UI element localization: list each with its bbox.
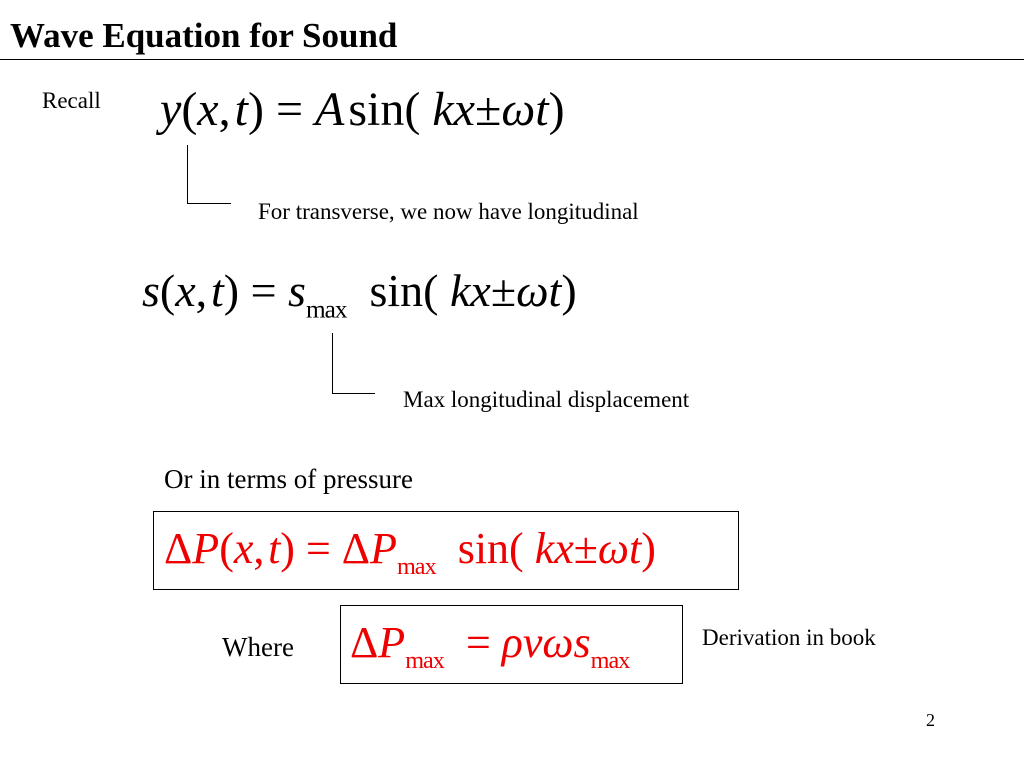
transverse-note: For transverse, we now have longitudinal — [258, 199, 639, 224]
pressure-intro: Or in terms of pressure — [164, 464, 413, 494]
recall-equation: y(x, t) = A sin( kx±ωt) — [160, 83, 565, 136]
slide-title: Wave Equation for Sound — [10, 16, 398, 55]
max-displacement-note: Max longitudinal displacement — [403, 387, 690, 412]
pressure-equation: ΔP(x, $t) = \Delta P_{max}$ sin( kx±ωt) — [164, 524, 656, 580]
recall-label: Recall — [42, 88, 101, 113]
where-label: Where — [222, 632, 294, 662]
connector-line — [332, 333, 375, 394]
longitudinal-equation: s(x, $t) = s_{max}$ sin( kx±ωt) — [142, 265, 577, 324]
title-divider — [0, 59, 1024, 60]
page-number: 2 — [926, 710, 935, 730]
connector-line — [187, 145, 231, 204]
derivation-note: Derivation in book — [702, 625, 876, 650]
max-pressure-equation: $\Delta P_{max}$ = ρvωs$_{max}$ — [350, 618, 630, 674]
